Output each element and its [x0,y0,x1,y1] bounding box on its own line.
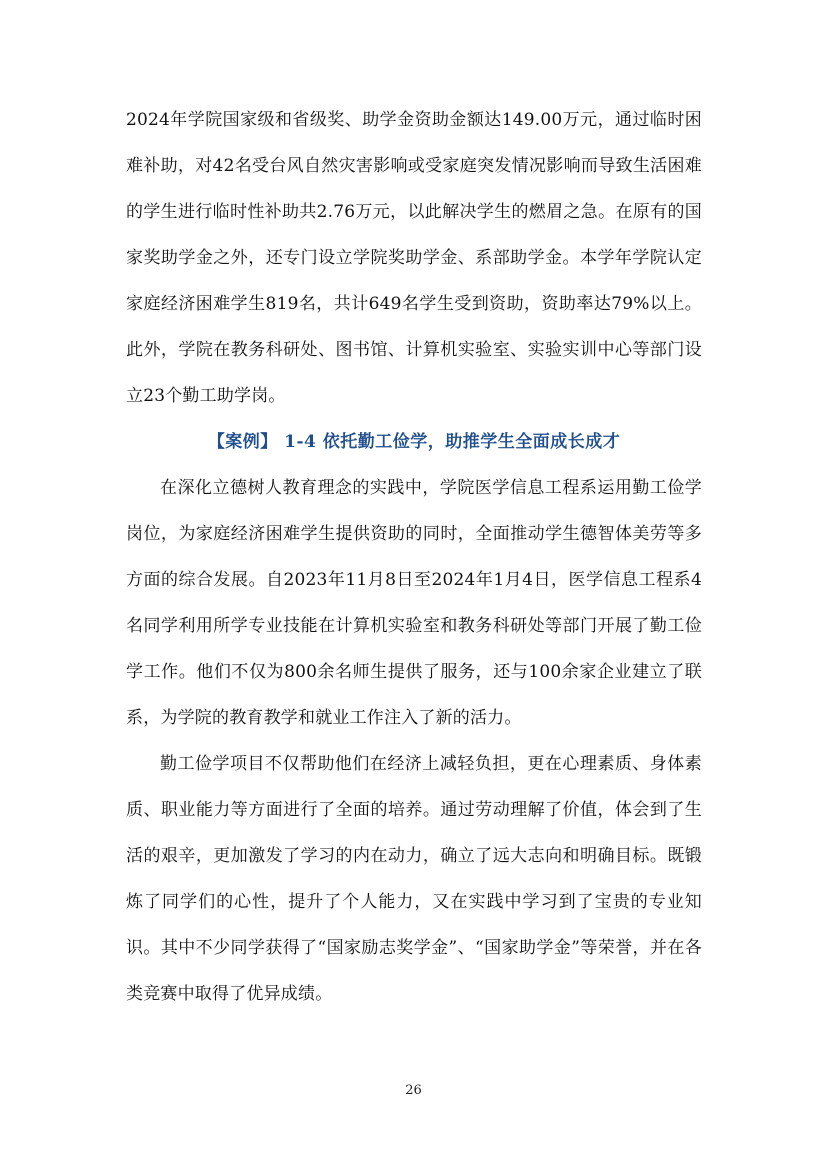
document-body [126,97,702,1017]
case-title: 【案例】 1-4 依托勤工俭学，助推学生全面成长成才 [207,432,621,452]
page-number: 26 [405,1083,422,1098]
case-paragraph-2: 勤工俭学项目不仅帮助他们在经济上减轻负担，更在心理素质、身体素质、职业能力等方面进行了全面的培养。通过劳动理解了价值，体会到了生活的艰辛，更加激发了学习的内在动力，确立了远大志向和明确目标。既锻炼了同学们的心性，提升了个人能力，又在实践中学习到了宝贵的专业知识。其中不少同学获得了“国家励志奖学金”、“国家助学金”等荣誉，并在各类竞赛中取得了优异成绩。 [126,754,702,1004]
case-paragraph-1: 在深化立德树人教育理念的实践中，学院医学信息工程系运用勤工俭学岗位，为家庭经济困难学生提供资助的同时，全面推动学生德智体美劳等多方面的综合发展。自2023年11月8日至2024年1月4日，医学信息工程系4名同学利用所学专业技能在计算机实验室和教务科研处等部门开展了勤工俭学工作。他们不仅为800余名师生提供了服务，还与100余家企业建立了联系，为学院的教育教学和就业工作注入了新的活力。 [126,478,702,728]
funding-paragraph: 2024年学院国家级和省级奖、助学金资助金额达149.00万元，通过临时困难补助，对42名受台风自然灾害影响或受家庭突发情况影响而导致生活困难的学生进行临时性补助共2.76万元，以此解决学生的燃眉之急。在原有的国家奖助学金之外，还专门设立学院奖助学金、系部助学金。本学年学院认定家庭经济困难学生819名，共计649名学生受到资助，资助率达79%以上。此外，学院在教务科研处、图书馆、计算机实验室、实验实训中心等部门设立23个勤工助学岗。 [126,110,702,406]
